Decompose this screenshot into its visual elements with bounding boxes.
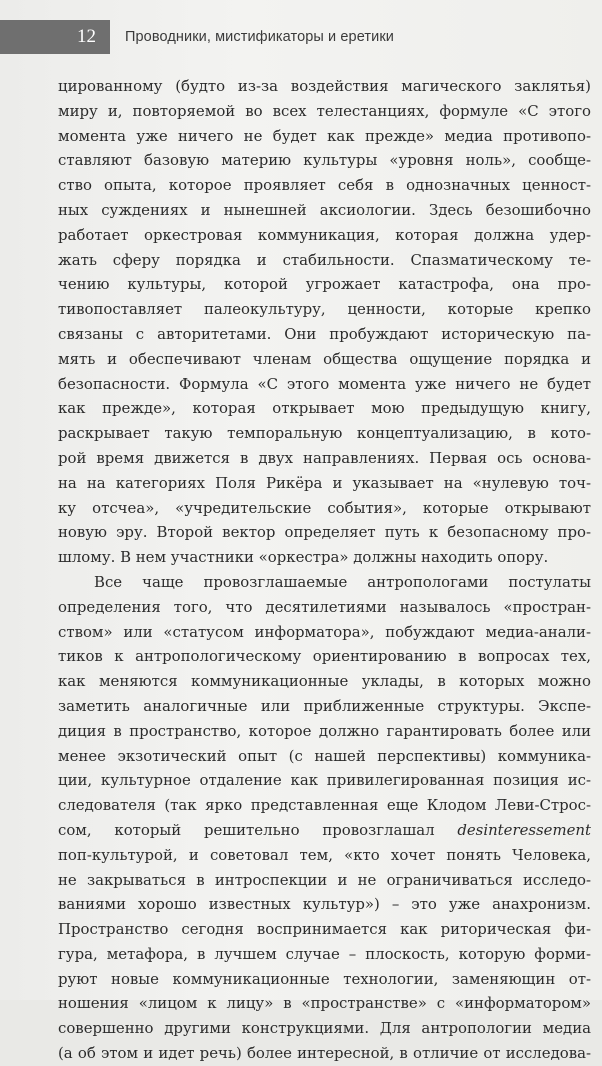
text-line: связаны с авторитетами. Они пробуждают историческую па- <box>58 324 591 343</box>
text-line: ных суждениях и нынешней аксиологии. Здесь безошибочно <box>58 200 591 219</box>
text-line: раскрывает такую темпоральную концептуализацию, в кото- <box>58 424 591 443</box>
text-line: менее экзотический опыт (с нашей перспективы) коммуника- <box>58 746 591 765</box>
text-line: мять и обеспечивают членам общества ощущение порядка и <box>58 349 591 368</box>
text-line: работает оркестровая коммуникация, которая должна удер- <box>58 225 591 244</box>
text-line: как меняются коммуникационные уклады, в которых можно <box>58 672 591 691</box>
text-line: диция в пространство, которое должно гарантировать более или <box>58 721 591 740</box>
text-line: ваниями хорошо известных культур») – это уже анахронизм. <box>58 895 591 914</box>
text-line: ции, культурное отдаление как привилегированная позиция ис- <box>58 771 591 790</box>
text-line: чению культуры, которой угрожает катастрофа, она про- <box>58 275 591 294</box>
body-text <box>58 74 591 1066</box>
text-line: ством» или «статусом информатора», побуждают медиа-анали- <box>58 622 591 641</box>
italic-term: desinteressement <box>457 820 591 839</box>
text-line: (а об этом и идет речь) более интересной, в отличие от исследова- <box>58 1044 591 1063</box>
text-line: момента уже ничего не будет как прежде» медиа противопо- <box>58 126 591 145</box>
text-line: миру и, повторяемой во всех телестанциях, формуле «С этого <box>58 101 591 120</box>
page-number: 12 <box>0 20 110 54</box>
running-title: Проводники, мистификаторы и еретики <box>125 29 394 45</box>
text-line: гура, метафора, в лучшем случае – плоскость, которую форми- <box>58 944 591 963</box>
text-line: как прежде», которая открывает мою предыдущую книгу, <box>58 399 591 418</box>
text-line: новую эру. Второй вектор определяет путь к безопасному про- <box>58 523 591 542</box>
text-line: жать сферу порядка и стабильности. Спазматическому те- <box>58 250 591 269</box>
text-line: безопасности. Формула «С этого момента уже ничего не будет <box>58 374 591 393</box>
text-line: ство опыта, которое проявляет себя в однозначных ценност- <box>58 176 591 195</box>
text-line-with-italic <box>58 818 591 843</box>
text-segment: сом, который решительно провозглашал <box>58 820 458 839</box>
text-line: ношения «лицом к лицу» в «пространстве» с «информатором» <box>58 994 591 1013</box>
text-line: Пространство сегодня воспринимается как риторическая фи- <box>58 920 591 939</box>
page-header <box>0 20 602 56</box>
text-line: ку отсчеа», «учредительские события», которые открывают <box>58 498 591 517</box>
text-line: заметить аналогичные или приближенные структуры. Экспе- <box>58 696 591 715</box>
text-line: на на категориях Поля Рикёра и указывает на «нулевую точ- <box>58 473 591 492</box>
text-line: тивопоставляет палеокультуру, ценности, которые крепко <box>58 300 591 319</box>
text-line: руют новые коммуникационные технологии, заменяющин от- <box>58 969 591 988</box>
text-line: рой время движется в двух направлениях. Первая ось основа- <box>58 448 591 467</box>
text-line: цированному (будто из-за воздействия магического заклятья) <box>58 77 591 95</box>
text-line: поп-культурой, и советовал тем, «кто хочет понять Человека, <box>58 845 591 864</box>
text-line: тиков к антропологическому ориентированию в вопросах тех, <box>58 647 591 666</box>
text-line: ставляют базовую материю культуры «уровня ноль», сообще- <box>58 151 591 170</box>
text-line: совершенно другими конструкциями. Для антропологии медиа <box>58 1019 591 1038</box>
text-line: шлому. В нем участники «оркестра» должны находить опору. <box>58 548 549 567</box>
paragraph-first-line: Все чаще провозглашаемые антропологами постулаты <box>94 572 591 591</box>
text-line: не закрываться в интроспекции и не ограничиваться исследо- <box>58 870 591 889</box>
text-line: определения того, что десятилетиями называлось «простран- <box>58 597 591 616</box>
text-line: следователя (так ярко представленная еще Клодом Леви-Строс- <box>58 796 591 815</box>
